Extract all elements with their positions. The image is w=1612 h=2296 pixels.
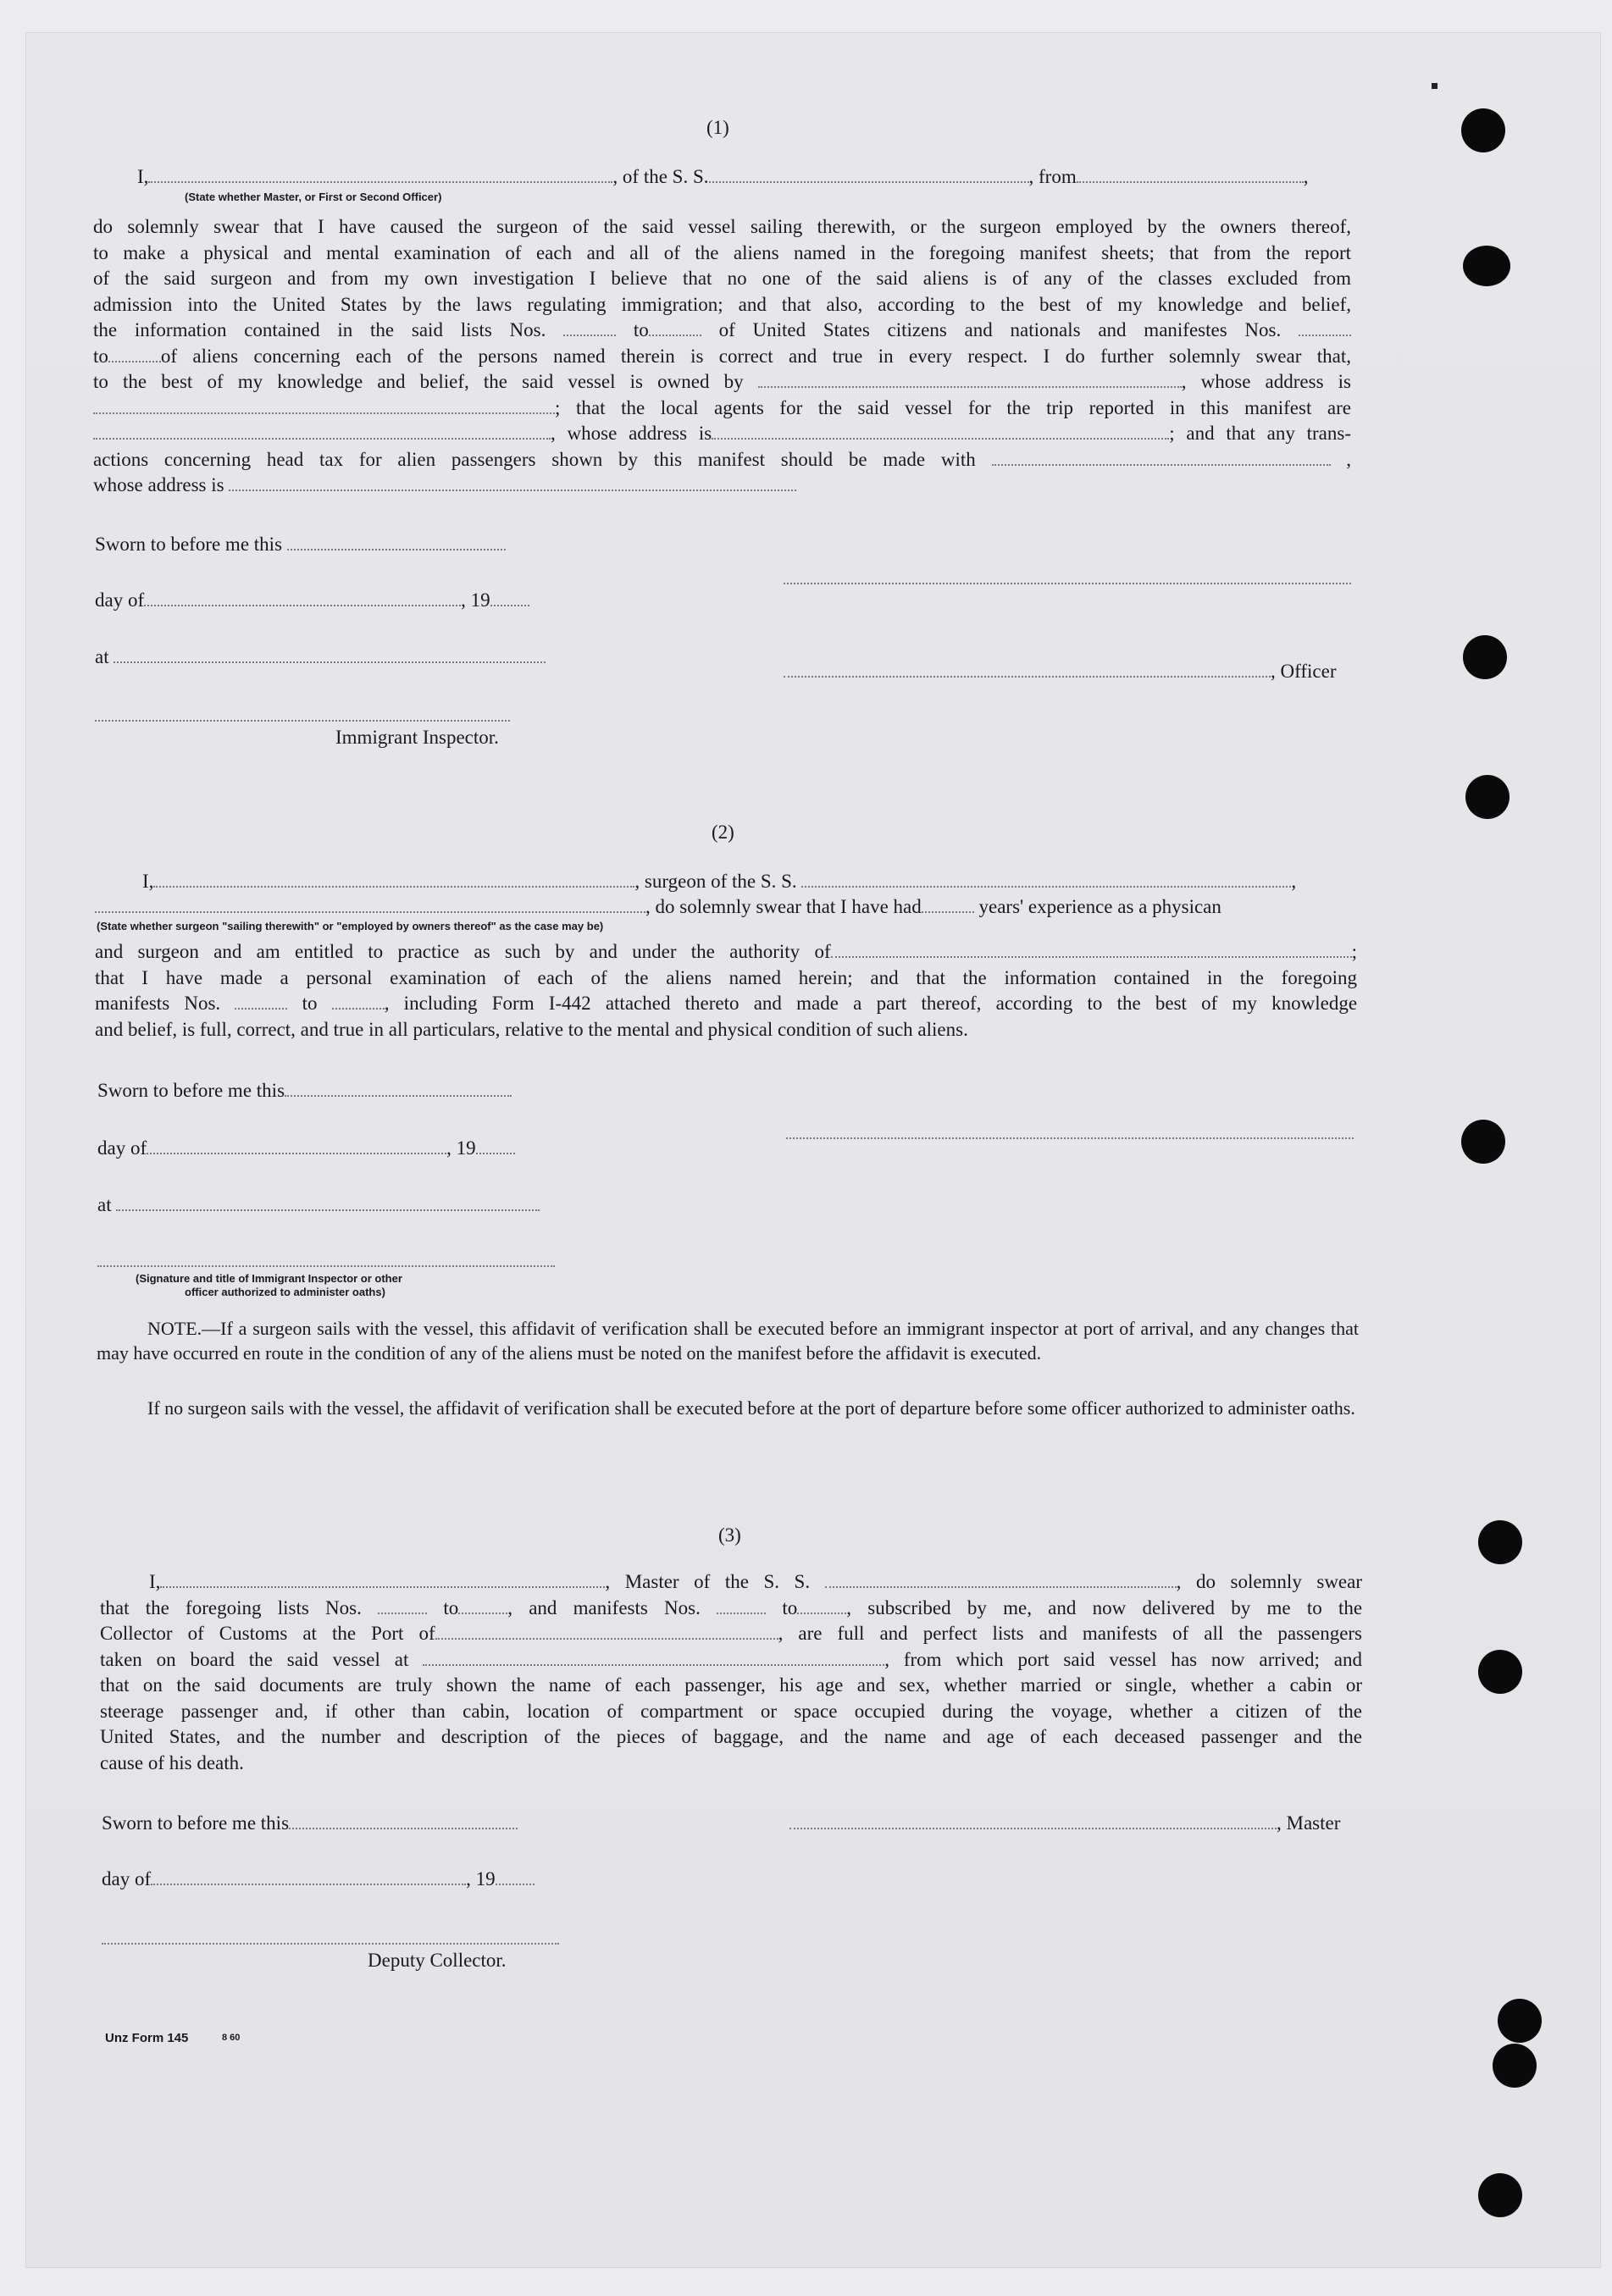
s2-line1: I, , surgeon of the S. S. , [142, 871, 1297, 892]
form-code: 8 60 [222, 2033, 241, 2043]
s1-inspector-line[interactable] [95, 720, 510, 722]
s1-owner-blank[interactable] [758, 386, 1182, 388]
s1-signature-line[interactable] [784, 583, 1351, 584]
s2-manifest-from[interactable] [235, 1008, 287, 1010]
s1-headtax-address[interactable] [229, 490, 796, 491]
s3-body: I, , Master of the S. S. , do solemnly swear that the foregoing lists Nos. to , and manifests Nos. to , subscribed by me, and now delivered by me to the Collector of Customs at the Port of , are full and perfect lists and manifests of all the passengers taken on board the said vessel at , from which port said vessel has now arrived; and that on the said documents are truly shown the name of each passenger, his age and sex, whether married or single, whether a cabin or steerage passenger and, if other than cabin, location of compartment or space occupied during the voyage, whether a citizen of the United States, and the number and description of the pieces of baggage, and the name and age of each deceased passenger and the cause of his death. [100, 1571, 1363, 1773]
s3-list-from[interactable] [378, 1613, 427, 1614]
s1-at: at [95, 646, 546, 668]
punch-hole [1493, 2044, 1537, 2088]
section-3-number: (3) [718, 1524, 741, 1546]
section-1-number: (1) [706, 117, 729, 138]
s1-of-ss: , of the S. S. [612, 166, 709, 187]
s3-origin-blank[interactable] [423, 1664, 884, 1666]
s2-note-1: NOTE.—If a surgeon sails with the vessel, this affidavit of verification shall be executed before an immigrant inspector at port of arrival, and any changes that may have occurred en route in the condition of any of the aliens must be noted on the manifest before the affidavit is executed. [97, 1318, 1359, 1364]
s1-dayof: day of , 19 [95, 589, 529, 611]
s2-type-note: (State whether surgeon "sailing therewith" or "employed by owners thereof" as the case may be) [97, 920, 604, 932]
s1-body: do solemnly swear that I have caused the surgeon of the said vessel sailing therewith, or the surgeon employed by the owners thereof, to make a physical and mental examination of each and all of the aliens named in the foregoing manifest sheets; that from the report of the said surgeon and from my own investigation I believe that no one of the said aliens is of any of the classes excluded from admission into the United States by the laws regulating immigration; and that also, according to the best of my knowledge and belief, the information contained in the said lists Nos. to of United States citizens and nationals and manifestes Nos. to of aliens concerning each of the persons named therein is correct and true in every respect. I do further solemnly swear that, to the best of my knowledge and belief, the said vessel is owned by , whose address is ; that the local agents for the said vessel for the trip reported in this manifest are , whose address is ; and that any trans- actions concerning head tax for alien passengers shown by this manifest should be made with , whose address is [93, 216, 1352, 495]
s1-i: I, [137, 166, 149, 187]
s1-list-to[interactable] [649, 335, 701, 336]
s1-owner-address[interactable] [93, 412, 555, 414]
s1-from-blank[interactable] [1077, 181, 1304, 183]
s1-from: , from [1028, 166, 1077, 187]
s1-list-from[interactable] [563, 335, 616, 336]
s3-port-blank[interactable] [435, 1638, 778, 1640]
s3-day-blank[interactable] [151, 1884, 466, 1885]
s2-at-blank[interactable] [116, 1209, 540, 1211]
punch-hole [1461, 108, 1505, 152]
punch-hole [1461, 1120, 1505, 1164]
section-2-number: (2) [712, 822, 734, 843]
s1-ship-blank[interactable] [709, 181, 1029, 183]
punch-hole [1465, 775, 1510, 819]
s2-type-blank[interactable] [95, 911, 645, 913]
s1-officer-blank[interactable] [148, 181, 612, 183]
s2-signature-line[interactable] [786, 1137, 1354, 1139]
s1-sworn: Sworn to before me this [95, 534, 506, 556]
s3-sworn-blank[interactable] [289, 1828, 518, 1829]
s1-headtax-blank[interactable] [992, 464, 1331, 466]
s2-sig-note-1: (Signature and title of Immigrant Inspector or other [136, 1272, 402, 1285]
s2-line2: , do solemnly swear that I have had years' experience as a physican [95, 896, 1221, 918]
s2-surgeon-blank[interactable] [153, 886, 634, 888]
s2-years-blank[interactable] [922, 911, 974, 913]
s2-sworn-blank[interactable] [285, 1095, 512, 1097]
punch-hole [1478, 2173, 1522, 2217]
s2-inspector-line[interactable] [97, 1265, 555, 1267]
s1-officer-note: (State whether Master, or First or Second Officer) [185, 191, 442, 203]
s2-dayof: day of , 19 [97, 1137, 515, 1159]
s1-inspector-label: Immigrant Inspector. [335, 727, 499, 748]
s2-at: at [97, 1194, 540, 1216]
s3-manifest-to[interactable] [797, 1613, 846, 1614]
s2-sworn: Sworn to before me this [97, 1080, 512, 1102]
s3-master-line: , Master [789, 1812, 1340, 1834]
s1-manifest-from[interactable] [1299, 335, 1351, 336]
punch-hole [1478, 1650, 1522, 1694]
punch-hole [1498, 1999, 1542, 2043]
s3-list-to[interactable] [458, 1613, 507, 1614]
s2-body: and surgeon and am entitled to practice as such by and under the authority of ; that I have made a personal examination of each of the aliens named herein; and that the information contained in the foregoing manifests Nos. to , including Form I-442 attached thereto and made a part thereof, according to the best of my knowledge and belief, is full, correct, and true in all particulars, relative to the mental and physical condition of such aliens. [95, 941, 1358, 1040]
s2-day-blank[interactable] [147, 1153, 446, 1154]
s3-master-blank[interactable] [160, 1586, 605, 1588]
s1-officer-sign-blank[interactable] [784, 676, 1271, 678]
s3-deputy-label: Deputy Collector. [368, 1950, 507, 1971]
s1-line1: I, , of the S. S. , from , [137, 166, 1309, 187]
s1-sworn-blank[interactable] [287, 549, 506, 550]
s3-ship-blank[interactable] [825, 1586, 1177, 1588]
s1-at-blank[interactable] [114, 661, 546, 663]
s3-manifest-from[interactable] [717, 1613, 766, 1614]
s1-day-blank[interactable] [144, 605, 461, 606]
s2-sig-note-2: officer authorized to administer oaths) [185, 1286, 385, 1298]
form-number: Unz Form 145 [105, 2031, 189, 2045]
s2-manifest-to[interactable] [332, 1008, 385, 1010]
s1-agents-address[interactable] [712, 438, 1169, 440]
s3-deputy-line[interactable] [102, 1943, 559, 1945]
punch-hole [1478, 1520, 1522, 1564]
s3-dayof: day of , 19 [102, 1868, 535, 1890]
s1-manifest-to[interactable] [108, 361, 161, 362]
s3-sworn: Sworn to before me this [102, 1812, 518, 1834]
s3-master-sign-blank[interactable] [789, 1828, 1277, 1829]
s1-year-blank[interactable] [490, 605, 529, 606]
punch-hole [1463, 635, 1507, 679]
scan-mark [1432, 83, 1438, 89]
s1-agents-blank[interactable] [93, 438, 551, 440]
s2-authority-blank[interactable] [831, 956, 1352, 958]
punch-hole [1463, 246, 1510, 286]
s2-note-2: If no surgeon sails with the vessel, the affidavit of verification shall be executed before at the port of departure before some officer authorized to administer oaths. [147, 1397, 1355, 1419]
s3-year-blank[interactable] [496, 1884, 535, 1885]
s1-officer-line: , Officer [784, 661, 1336, 683]
s2-ship-blank[interactable] [801, 886, 1291, 888]
s2-year-blank[interactable] [476, 1153, 515, 1154]
